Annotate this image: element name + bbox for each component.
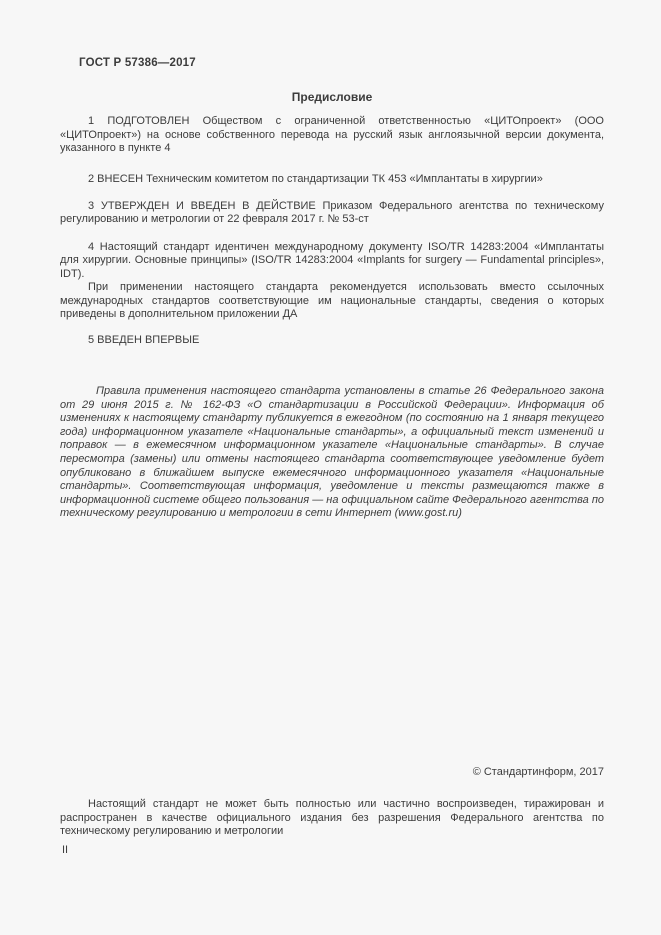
copyright-line: © Стандартинформ, 2017 (472, 766, 604, 778)
reproduction-restriction: Настоящий стандарт не может быть полностью или частично воспроизведен, тиражирован и распространен в качестве официального издания без разрешения Федерального агентства по техническому регулированию и метрологии (60, 798, 604, 837)
foreword-item-5: 5 ВВЕДЕН ВПЕРВЫЕ (88, 333, 200, 346)
doc-number: ГОСТ Р 57386—2017 (79, 57, 196, 69)
foreword-item-2: 2 ВНЕСЕН Техническим комитетом по стандартизации ТК 453 «Имплантаты в хирургии» (88, 172, 543, 185)
foreword-body (60, 115, 604, 521)
page-title: Предисловие (291, 90, 373, 104)
foreword-item-4: 4 Настоящий стандарт идентичен международному документу ISO/TR 14283:2004 «Имплантаты для хирургии. Основные принципы» (ISO/TR 14283:2004 «Implants for surgery — Fundamental principles», IDT). (60, 240, 604, 280)
application-rules-note: Правила применения настоящего стандарта установлены в статье 26 Федерального закона от 29 июня 2015 г. № 162-ФЗ «О стандартизации в Российской Федерации». Информация об изменениях к настоящему стандарту публикуется в ежегодном (по состоянию на 1 января текущего года) информационном указателе «Национальные стандарты», а официальный текст изменений и поправок — в ежемесячном информационном указателе «Национальные стандарты». В случае пересмотра (замены) или отмены настоящего стандарта соответствующее уведомление будет опубликовано в ближайшем выпуске ежемесячного информационного указателя «Национальные стандарты». Соответствующая информация, уведомление и тексты размещаются также в информационной системе общего пользования — на официальном сайте Федерального агентства по техническому регулированию и метрологии в сети Интернет (www.gost.ru) (60, 385, 604, 520)
foreword-item-4-note: При применении настоящего стандарта рекомендуется использовать вместо ссылочных международных стандартов соответствующие им национальные стандарты, сведения о которых приведены в дополнительном приложении ДА (60, 281, 604, 320)
foreword-item-1: 1 ПОДГОТОВЛЕН Обществом с ограниченной ответственностью «ЦИТОпроект» (ООО «ЦИТОпроект») на основе собственного перевода на русский язык англоязычной версии документа, указанного в пункте 4 (60, 115, 604, 154)
page-number: II (62, 844, 69, 856)
foreword-item-3: 3 УТВЕРЖДЕН И ВВЕДЕН В ДЕЙСТВИЕ Приказом Федерального агентства по техническому регулированию и метрологии от 22 февраля 2017 г. № 53-ст (60, 199, 604, 225)
